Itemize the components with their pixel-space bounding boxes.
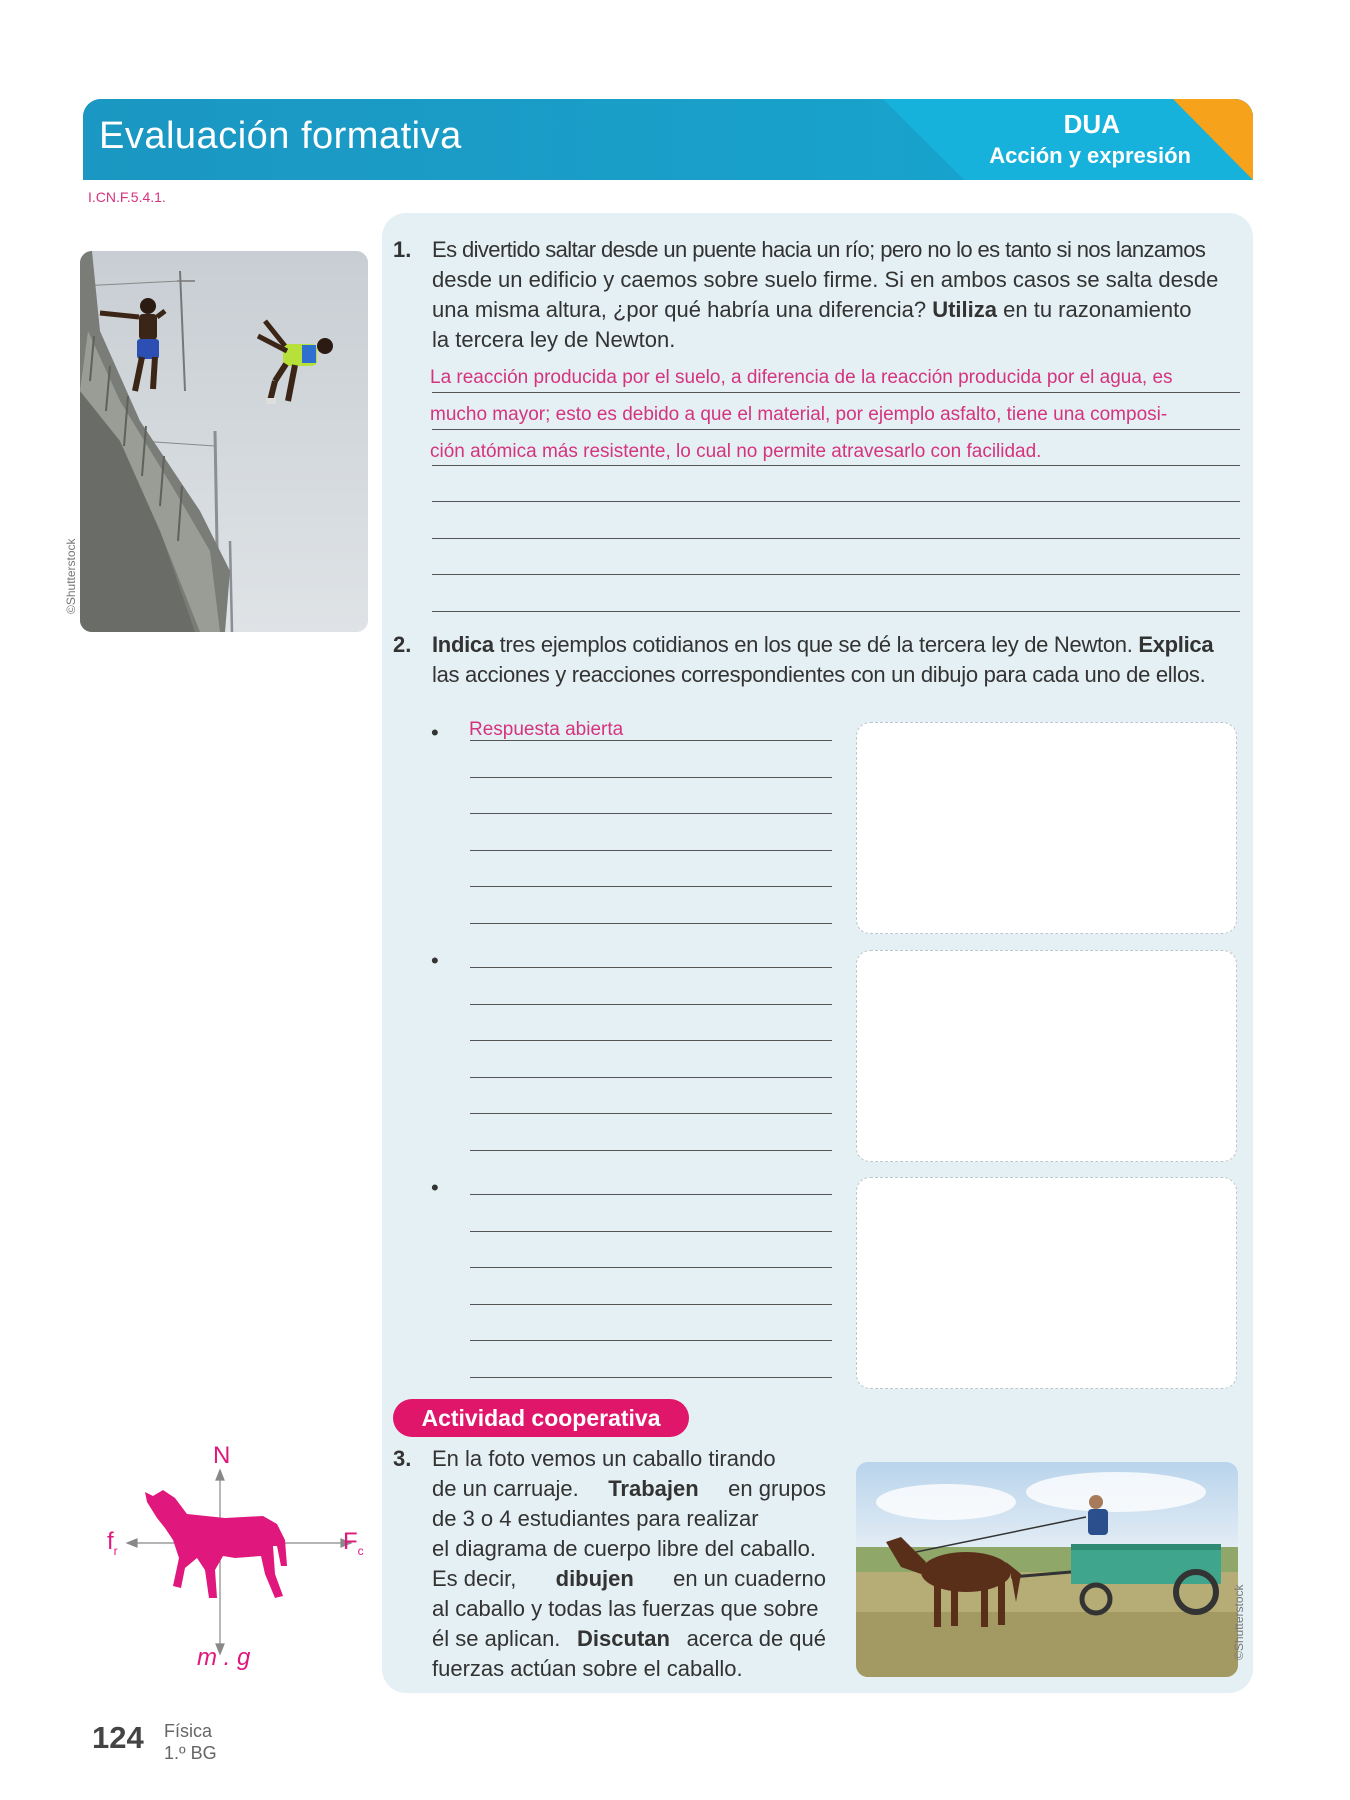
writing-line[interactable]: [470, 967, 832, 968]
answer-2-open: Respuesta abierta: [469, 719, 624, 740]
writing-line[interactable]: [432, 465, 1240, 466]
subject-name: Física: [164, 1721, 213, 1741]
answer-1-line-1: La reacción producida por el suelo, a diferencia de la reacción producida por el agua, es: [430, 367, 1173, 388]
writing-line[interactable]: [470, 886, 832, 887]
writing-line[interactable]: [432, 574, 1240, 575]
writing-line[interactable]: [470, 850, 832, 851]
writing-line[interactable]: [470, 740, 832, 741]
writing-line[interactable]: [432, 429, 1240, 430]
page-number: 124: [92, 1720, 144, 1755]
bullet: •: [431, 948, 439, 973]
writing-line[interactable]: [470, 1150, 832, 1151]
drawing-box-3[interactable]: [856, 1177, 1237, 1389]
free-body-diagram: [105, 1442, 370, 1673]
question-3-text: En la foto vemos un caballo tirando de un carruaje. Trabajen en grupos de 3 o 4 estudiantes para realizar el diagrama de cuerpo libre del caballo. Es decir, dibujen en un cuaderno al caballo y todas las fuerzas que sobre él se aplican. Discutan acerca de qué fuerzas actúan sobre el caballo.: [432, 1446, 826, 1681]
writing-line[interactable]: [470, 1377, 832, 1378]
writing-line[interactable]: [470, 777, 832, 778]
bridge-jump-photo: [80, 251, 368, 632]
drawing-box-1[interactable]: [856, 722, 1237, 934]
writing-line[interactable]: [470, 1113, 832, 1114]
writing-line[interactable]: [432, 501, 1240, 502]
writing-line[interactable]: [470, 1340, 832, 1341]
normal-force-label: N: [213, 1442, 231, 1469]
question-1-text: Es divertido saltar desde un puente hacia un río; pero no lo es tanto si nos lanzamos desde un edificio y caemos sobre suelo firme. Si en ambos casos se salta desde una misma altura, ¿por qué habría una diferencia? Utiliza en tu razonamiento la tercera ley de Newton.: [432, 237, 1219, 352]
writing-line[interactable]: [470, 1004, 832, 1005]
bullet: •: [431, 720, 439, 745]
bullet: •: [431, 1175, 439, 1200]
writing-line[interactable]: [470, 1231, 832, 1232]
pull-force-label: $F_c$: [343, 1528, 364, 1558]
weight-label: m . g: [197, 1644, 251, 1671]
writing-line[interactable]: [432, 611, 1240, 612]
question-3-number: 3.: [393, 1446, 412, 1471]
question-2-text: Indica tres ejemplos cotidianos en los que se dé la tercera ley de Newton. Explica las acciones y reacciones correspondientes con un dibujo para cada uno de ellos.: [432, 632, 1214, 687]
grade-level: 1.º BG: [164, 1743, 217, 1763]
writing-line[interactable]: [432, 392, 1240, 393]
horse-cart-photo: [856, 1462, 1238, 1677]
writing-line[interactable]: [470, 1194, 832, 1195]
photo-credit-2: ©Shutterstock: [1232, 1584, 1246, 1660]
writing-line[interactable]: [470, 813, 832, 814]
photo-credit-1: ©Shutterstock: [64, 538, 78, 614]
writing-line[interactable]: [470, 1077, 832, 1078]
dua-subtitle: Acción y expresión: [989, 143, 1191, 168]
writing-line[interactable]: [470, 923, 832, 924]
answer-1-line-2: mucho mayor; esto es debido a que el material, por ejemplo asfalto, tiene una composi-: [430, 404, 1168, 425]
dua-badge: DUA: [1063, 109, 1120, 139]
header-banner: [83, 99, 1253, 180]
indicator-code: I.CN.F.5.4.1.: [88, 189, 166, 205]
answer-1-line-3: ción atómica más resistente, lo cual no permite atravesarlo con facilidad.: [430, 441, 1042, 462]
writing-line[interactable]: [470, 1267, 832, 1268]
drawing-box-2[interactable]: [856, 950, 1237, 1162]
cooperative-activity-badge: Actividad cooperativa: [393, 1399, 689, 1437]
writing-line[interactable]: [470, 1040, 832, 1041]
friction-label: $f_r$: [107, 1528, 118, 1558]
page-title: Evaluación formativa: [99, 115, 462, 157]
writing-line[interactable]: [470, 1304, 832, 1305]
question-1-number: 1.: [393, 237, 412, 262]
writing-line[interactable]: [432, 538, 1240, 539]
question-2-number: 2.: [393, 632, 412, 657]
